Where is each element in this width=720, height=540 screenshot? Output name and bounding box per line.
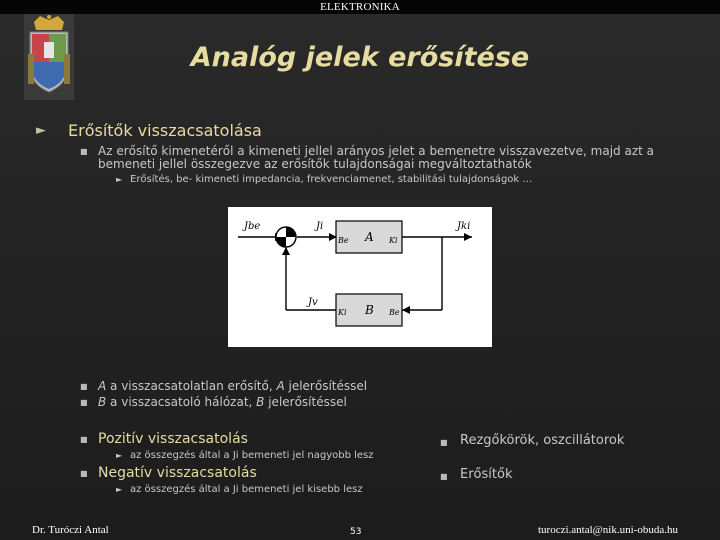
diagram-svg xyxy=(228,207,492,347)
definition-a xyxy=(98,380,367,393)
label-ki-bottom: Ki xyxy=(338,308,347,317)
intro-subpoint-text: Erősítés, be- kimeneti impedancia, frekvenciamenet, stabilitási tulajdonságok … xyxy=(130,174,533,185)
positive-feedback-heading: Pozitív visszacsatolás xyxy=(98,431,248,447)
negative-feedback-heading: Negatív visszacsatolás xyxy=(98,465,257,481)
symbol-b: B xyxy=(256,395,265,409)
square-bullet-icon: ■ xyxy=(80,469,88,478)
label-be-top: Be xyxy=(338,236,349,245)
intro-line-1: Az erősítő kimenetéről a kimeneti jellel arányos jelet a bemenetre visszavezetve, majd azt a xyxy=(98,144,654,158)
positive-feedback-subtext: az összegzés által a Ji bemeneti jel nagyobb lesz xyxy=(130,450,374,461)
label-be-bottom: Be xyxy=(389,308,400,317)
section-heading-text: Erősítők visszacsatolása xyxy=(68,121,262,140)
footer-author: Dr. Turóczi Antal xyxy=(32,524,109,536)
application-negative: Erősítők xyxy=(460,467,513,482)
bullet-arrow-icon: ► xyxy=(116,451,123,460)
definition-b-text: a visszacsatoló hálózat, xyxy=(106,395,257,409)
bullet-arrow-icon: ► xyxy=(116,175,123,184)
footer-email: turoczi.antal@nik.uni-obuda.hu xyxy=(538,524,678,536)
square-bullet-icon: ■ xyxy=(440,438,448,447)
label-b: B xyxy=(365,303,374,317)
label-a: A xyxy=(365,230,374,244)
label-jbe: Jbe xyxy=(244,221,261,232)
page-number: 53 xyxy=(350,527,362,537)
label-ji: Ji xyxy=(316,221,324,232)
positive-feedback-subpoint xyxy=(116,450,374,461)
square-bullet-icon: ■ xyxy=(80,382,88,391)
negative-feedback-subpoint xyxy=(116,484,363,495)
feedback-block-diagram xyxy=(228,207,492,347)
section-heading xyxy=(36,121,262,140)
bullet-arrow-icon: ► xyxy=(36,123,46,138)
square-bullet-icon: ■ xyxy=(80,147,88,156)
intro-subpoint xyxy=(116,174,533,185)
negative-feedback-subtext: az összegzés által a Ji bemeneti jel kisebb lesz xyxy=(130,484,363,495)
symbol-a: A xyxy=(98,379,107,393)
intro-text xyxy=(98,145,678,171)
university-crest-logo xyxy=(20,14,78,100)
course-title: ELEKTRONIKA xyxy=(320,1,400,13)
slide-title: Analóg jelek erősítése xyxy=(190,42,530,73)
header-bar xyxy=(0,0,720,14)
label-ki-top: Ki xyxy=(389,236,398,245)
intro-line-2: bemeneti jellel összegezve az erősítők tulajdonságai megváltoztathatók xyxy=(98,157,532,171)
definition-a-text: a visszacsatolatlan erősítő, xyxy=(106,379,277,393)
bullet-arrow-icon: ► xyxy=(116,485,123,494)
definition-b-text: jelerősítéssel xyxy=(264,395,347,409)
square-bullet-icon: ■ xyxy=(80,398,88,407)
square-bullet-icon: ■ xyxy=(80,435,88,444)
label-jki: Jki xyxy=(457,221,471,232)
definition-b xyxy=(98,396,347,409)
square-bullet-icon: ■ xyxy=(440,472,448,481)
definition-a-text: jelerősítéssel xyxy=(284,379,368,393)
symbol-b: B xyxy=(98,395,107,409)
symbol-a: A xyxy=(276,379,285,393)
application-positive: Rezgőkörök, oszcillátorok xyxy=(460,433,625,448)
label-jv: Jv xyxy=(308,297,318,308)
